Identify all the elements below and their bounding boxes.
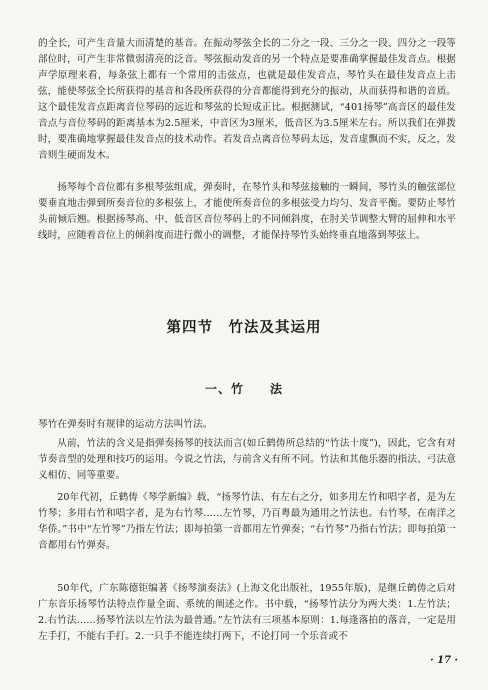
subsection-title: 一、竹 法 — [204, 382, 283, 396]
body-paragraph: 的全长，可产生音量大而清楚的基音。在振动琴弦全长的二分之一段、三分之一段、四分之一段等部位时，可产生非常微弱清亮的泛音。琴弦振动发音的另一个特点是要准确掌握最佳发音点。根据声学原理来看，每条弦上都有一个常用的击弦点，也就是最佳发音点，琴竹头在最佳发音点上击弦，能使琴弦全长所获得的基音和各段所获得的分音都能得到充分的振动，从而获得和谐的音质。这个最佳发音点距离音位琴码的远近和琴弦的长短成正比。根据测试，“401扬琴”高音区的最佳发音点与音位琴码的距离基本为2.5厘米，中音区为3厘米，低音区为3.5厘米左右。所以我们在弹拨时，要准确地掌握最佳发音点的技术动作。若发音点离音位琴码太远，发音虚飘而不实，反之，发音则生硬而发木。 — [38, 38, 456, 161]
page-number: · 17 · — [430, 655, 458, 666]
body-paragraph: 20年代初，丘鹤俦《琴学新编》载，“扬琴竹法、有左右之分，如多用左竹和唱字者，是为左竹琴；多用右竹和唱字者，是为右竹琴……左竹琴，乃百粤最为通用之竹法也。右竹琴，在南洋之华侨。”书中“左竹琴”乃指左竹法；即每拍第一音都用左竹弹奏；“右竹琴”乃指右竹法；即每拍第一音都用右竹弹奏。 — [38, 492, 456, 551]
body-paragraph: 琴竹在弹奏时有规律的运动方法叫竹法。 — [38, 419, 213, 430]
section-title: 第四节 竹法及其运用 — [166, 319, 322, 336]
body-paragraph: 50年代，广东陈德钜编著《扬琴演奏法》(上海文化出版社，1955年版)，是继丘鹤俦之后对广东音乐扬琴竹法特点作量全面、系统的阐述之作。书中载，“扬琴竹法分为两大类：1.左竹法；2.右竹法……扬琴竹法以左竹法为最普通。”左竹法有三项基本原则：1.每逢落拍的落音，一定是用左手打，不能右手打。2.一只手不能连续打两下，不论打同一个乐音或不 — [38, 583, 456, 642]
body-paragraph: 从前，竹法的含义是指弹奏扬琴的技法而言(如丘鹤俦所总结的“竹法十度”)，因此，它含有对节奏音型的处理和技巧的运用。今说之竹法，与前含义有所不同。竹法和其他乐器的指法、弓法意义相仿、同等重要。 — [38, 438, 456, 481]
body-paragraph: 扬琴每个音位都有多根琴弦组成，弹奏时，在琴竹头和琴弦接触的一瞬间，琴竹头的触弦部位要垂直地击弹到所奏音位的多根弦上，才能使所奏音位的多根弦受力均匀、发音平衡。要防止琴竹头前倾后翘。根据扬琴高、中、低音区音位琴码上的不同倾斜度，在肘关节调整大臂的屈伸和水平线时，应随着音位上的倾斜度而进行微小的调整，才能保持琴竹头始终垂直地落到琴弦上。 — [38, 182, 456, 241]
